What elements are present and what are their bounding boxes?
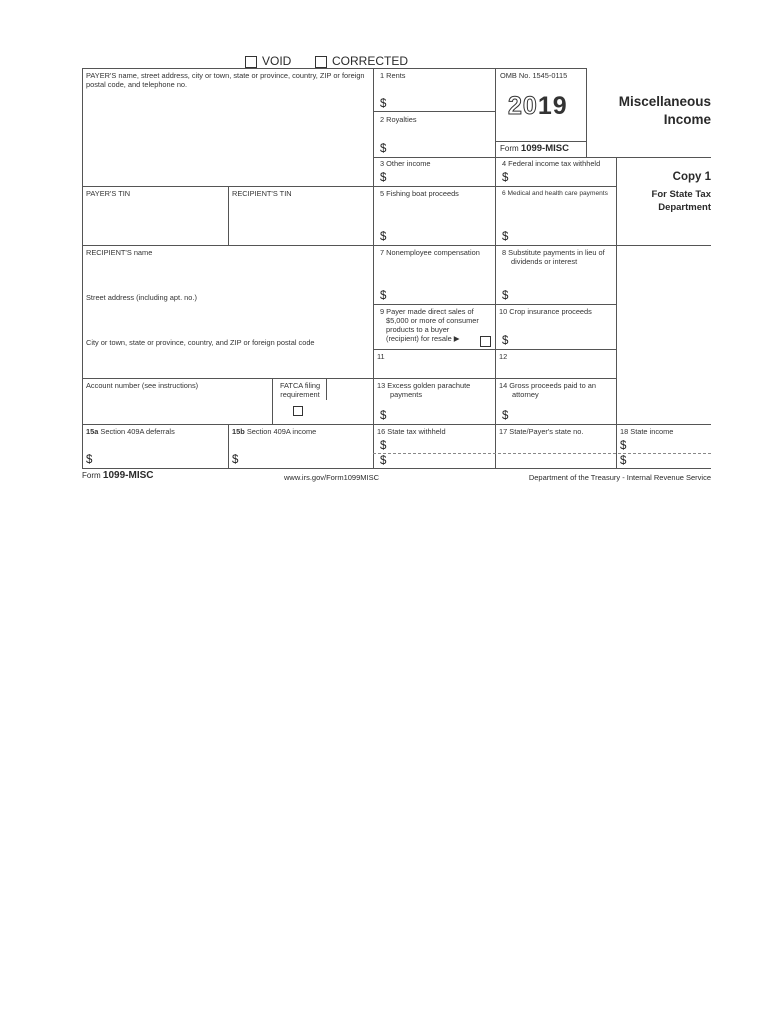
box8-label bbox=[502, 248, 605, 266]
box13-label-line-2: payments bbox=[390, 390, 423, 399]
box16-dollar-1: $ bbox=[380, 440, 387, 452]
box14-label-line-2: attorney bbox=[512, 390, 539, 399]
box4-field[interactable] bbox=[512, 169, 614, 185]
form-number: 1099-MISC bbox=[520, 143, 569, 154]
box9-label-line-2: $5,000 or more of consumer bbox=[386, 316, 479, 325]
box9-label bbox=[380, 307, 479, 343]
box12-field[interactable] bbox=[498, 362, 614, 377]
box2-dollar: $ bbox=[380, 143, 387, 155]
box13-dollar: $ bbox=[380, 410, 387, 422]
box15b-dollar: $ bbox=[232, 454, 239, 466]
copy-title: Copy 1 bbox=[672, 171, 711, 183]
box17-label: 17 State/Payer's state no. bbox=[499, 427, 584, 436]
box8-field[interactable] bbox=[512, 287, 614, 303]
box9-label-line-3: products to a buyer bbox=[386, 325, 450, 334]
box16-field-2[interactable] bbox=[390, 454, 493, 467]
recipient-name-label: RECIPIENT'S name bbox=[86, 248, 153, 257]
box8-dollar: $ bbox=[502, 290, 509, 302]
account-number-field[interactable] bbox=[83, 392, 271, 423]
box9-checkbox[interactable] bbox=[480, 336, 491, 347]
box4-dollar: $ bbox=[502, 172, 509, 184]
box16-field-1[interactable] bbox=[390, 438, 493, 452]
box16-dollar-2: $ bbox=[380, 455, 387, 467]
box18-field-1[interactable] bbox=[630, 438, 710, 452]
corrected-checkbox[interactable] bbox=[315, 56, 327, 68]
copy-subtitle-line-1: For State Tax bbox=[651, 189, 711, 200]
box11-field[interactable] bbox=[376, 362, 493, 377]
box1-dollar: $ bbox=[380, 98, 387, 110]
box6-label: 6 Medical and health care payments bbox=[502, 190, 608, 197]
tax-year-bold: 19 bbox=[537, 92, 568, 120]
footer-department: Department of the Treasury - Internal Revenue Service bbox=[528, 473, 711, 482]
box6-dollar: $ bbox=[502, 231, 509, 243]
box7-field[interactable] bbox=[390, 287, 493, 303]
box15b-number: 15b bbox=[232, 427, 245, 436]
corrected-label: CORRECTED bbox=[332, 54, 409, 68]
recipient-name-field[interactable] bbox=[83, 258, 372, 288]
box6-field[interactable] bbox=[512, 228, 614, 244]
box18-dollar-2: $ bbox=[620, 455, 627, 467]
recipient-tin-field[interactable] bbox=[229, 198, 372, 244]
box17-field-2[interactable] bbox=[498, 454, 614, 467]
tax-year bbox=[508, 92, 568, 121]
box15b-text: Section 409A income bbox=[246, 427, 317, 436]
box13-label-line-1: 13 Excess golden parachute bbox=[377, 381, 471, 390]
box9-label-line-4: (recipient) for resale ▶ bbox=[386, 334, 460, 343]
box5-field[interactable] bbox=[390, 228, 493, 244]
box5-label: 5 Fishing boat proceeds bbox=[380, 189, 459, 198]
box4-label: 4 Federal income tax withheld bbox=[502, 159, 601, 168]
box9-label-line-1: 9 Payer made direct sales of bbox=[380, 307, 474, 316]
footer-url: www.irs.gov/Form1099MISC bbox=[284, 473, 380, 482]
box13-label bbox=[377, 381, 470, 399]
box15a-text: Section 409A deferrals bbox=[100, 427, 175, 436]
payer-info-field[interactable] bbox=[83, 92, 372, 185]
form-prefix: Form bbox=[500, 144, 519, 153]
payer-tin-label: PAYER'S TIN bbox=[86, 189, 131, 198]
box14-label bbox=[499, 381, 596, 399]
city-label: City or town, state or province, country, and ZIP or foreign postal code bbox=[86, 338, 315, 347]
footer-form-number: 1099-MISC bbox=[102, 470, 154, 481]
box18-label: 18 State income bbox=[620, 427, 674, 436]
box15a-field[interactable] bbox=[96, 450, 226, 466]
box18-field-2[interactable] bbox=[630, 454, 710, 467]
box1-label: 1 Rents bbox=[380, 71, 406, 80]
box13-field[interactable] bbox=[390, 407, 493, 423]
payer-info-label: PAYER'S name, street address, city or town, state or province, country, ZIP or foreign postal code, and telephone no. bbox=[86, 71, 365, 89]
account-number-label: Account number (see instructions) bbox=[86, 381, 199, 390]
footer-form-id bbox=[82, 470, 153, 481]
void-label: VOID bbox=[262, 54, 292, 68]
city-field[interactable] bbox=[83, 348, 372, 377]
street-address-field[interactable] bbox=[83, 303, 372, 333]
box14-dollar: $ bbox=[502, 410, 509, 422]
form-title bbox=[590, 93, 711, 129]
box17-field-1[interactable] bbox=[498, 438, 614, 452]
box3-label: 3 Other income bbox=[380, 159, 431, 168]
box2-field[interactable] bbox=[390, 139, 493, 155]
box7-label: 7 Nonemployee compensation bbox=[380, 248, 480, 257]
form-title-line-1: Miscellaneous bbox=[618, 94, 711, 109]
payer-tin-field[interactable] bbox=[83, 198, 227, 244]
box2-label: 2 Royalties bbox=[380, 115, 417, 124]
street-address-label: Street address (including apt. no.) bbox=[86, 293, 197, 302]
copy-subtitle-line-2: Department bbox=[658, 202, 711, 213]
recipient-tin-label: RECIPIENT'S TIN bbox=[232, 189, 292, 198]
box15b-label bbox=[232, 427, 316, 436]
box15a-dollar: $ bbox=[86, 454, 93, 466]
omb-number: OMB No. 1545-0115 bbox=[500, 71, 568, 80]
footer-form-prefix: Form bbox=[82, 471, 101, 480]
box7-dollar: $ bbox=[380, 290, 387, 302]
copy-subtitle bbox=[620, 188, 711, 214]
box14-label-line-1: 14 Gross proceeds paid to an bbox=[499, 381, 596, 390]
box3-dollar: $ bbox=[380, 172, 387, 184]
fatca-label-line-2: requirement bbox=[280, 390, 320, 399]
box15a-number: 15a bbox=[86, 427, 99, 436]
box11-label: 11 bbox=[377, 352, 385, 361]
form-id-label bbox=[500, 143, 569, 154]
box3-field[interactable] bbox=[390, 169, 493, 185]
box10-dollar: $ bbox=[502, 335, 509, 347]
box12-label: 12 bbox=[499, 352, 508, 361]
box18-dollar-1: $ bbox=[620, 440, 627, 452]
box14-field[interactable] bbox=[512, 407, 614, 423]
box16-label: 16 State tax withheld bbox=[377, 427, 446, 436]
void-checkbox[interactable] bbox=[245, 56, 257, 68]
fatca-label bbox=[274, 381, 326, 399]
box10-field[interactable] bbox=[512, 332, 614, 348]
box5-dollar: $ bbox=[380, 231, 387, 243]
fatca-label-line-1: FATCA filing bbox=[279, 381, 321, 390]
box8-label-line-2: dividends or interest bbox=[511, 257, 578, 266]
box15b-field[interactable] bbox=[242, 450, 370, 466]
fatca-checkbox[interactable] bbox=[293, 406, 303, 416]
box1-field[interactable] bbox=[390, 94, 493, 110]
box10-label: 10 Crop insurance proceeds bbox=[499, 307, 592, 316]
form-title-line-2: Income bbox=[663, 112, 711, 127]
box8-label-line-1: 8 Substitute payments in lieu of bbox=[502, 248, 605, 257]
tax-year-outline: 20 bbox=[508, 92, 538, 120]
box15a-label bbox=[86, 427, 175, 436]
